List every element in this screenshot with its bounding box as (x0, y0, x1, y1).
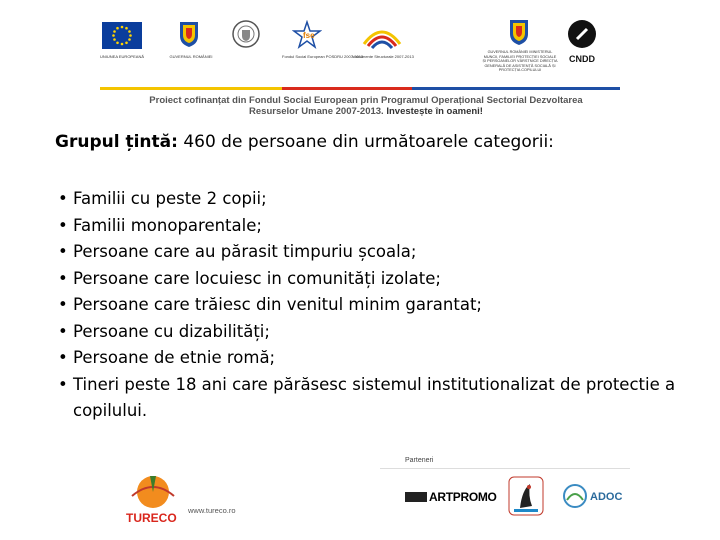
tureco-name: TURECO (126, 511, 177, 525)
project-slogan: Investește în oameni! (386, 106, 483, 117)
adoc-label: ADOC (590, 491, 623, 503)
partners-divider (380, 468, 630, 469)
category-list (58, 186, 698, 425)
list-item: • Persoane cu dizabilități; (58, 321, 270, 341)
target-group-heading (55, 131, 695, 153)
list-item: • Persoane care au părasit timpuriu școala; (58, 242, 417, 261)
romania-crest-icon (178, 20, 200, 48)
ministry-seal-icon (232, 20, 260, 48)
fse-star-logo-icon (292, 20, 322, 50)
cndd-logo-icon (566, 18, 598, 50)
sponsor-logo-row (96, 14, 616, 84)
artpromo-label: ARTPROMO (429, 490, 497, 504)
gov-caption: GUVERNUL ROMÂNIEI (169, 54, 213, 59)
svg-text:fse: fse (303, 31, 315, 40)
heading-text: 460 de persoane din următoarele categorii: (177, 132, 554, 152)
cndd-label: CNDD (569, 54, 595, 64)
ip-caption: Instrumente Structurale 2007-2013 (352, 54, 414, 59)
bird-logo-icon (508, 476, 544, 516)
artpromo-mark-icon (405, 492, 427, 502)
list-item: • Persoane de etnie romă; (58, 348, 276, 367)
project-line-1: Proiect cofinanțat din Fondul Social European prin Programul Operațional Sectorial Dezvoltarea (149, 95, 583, 106)
project-line-2: Resurselor Umane 2007-2013. (249, 106, 387, 117)
tureco-logo-icon (122, 470, 184, 526)
list-item: • Persoane care locuiesc in comunități izolate; (58, 268, 441, 288)
tricolor-divider (100, 87, 620, 90)
list-item: • Familii monoparentale; (58, 215, 262, 235)
heading-label: Grupul țintă: (55, 132, 178, 152)
eu-flag-icon (102, 22, 142, 49)
eu-caption: UNIUNEA EUROPEANĂ (99, 54, 144, 59)
structural-instruments-logo-icon (360, 18, 404, 52)
partners-label: Parteneri (405, 457, 434, 464)
fse-caption: Fondul Social European POSDRU 2007-2013 (282, 54, 364, 59)
tureco-url: www.tureco.ro (188, 506, 236, 515)
list-item: • Persoane care trăiesc din venitul minim garantat; (58, 295, 482, 314)
ministry-crest-icon (508, 18, 530, 46)
list-item: • Tineri peste 18 ani care părăsesc sistemul institutionalizat de protectie a copilului. (58, 374, 676, 420)
ministry-caption: GUVERNUL ROMÂNIEI MINISTERUL MUNCII, FAMILIEI PROTECȚIEI SOCIALE ȘI PERSOANELOR VÂRSTNICE DIRECȚIA GENERALĂ DE ASISTENȚĂ SOCIALĂ ȘI PROTECȚIA COPILULUI (482, 50, 558, 72)
adoc-logo (562, 482, 632, 512)
list-item: • Familii cu peste 2 copii; (58, 189, 267, 208)
project-cofinancing-note (96, 95, 636, 117)
artpromo-logo (405, 490, 497, 504)
